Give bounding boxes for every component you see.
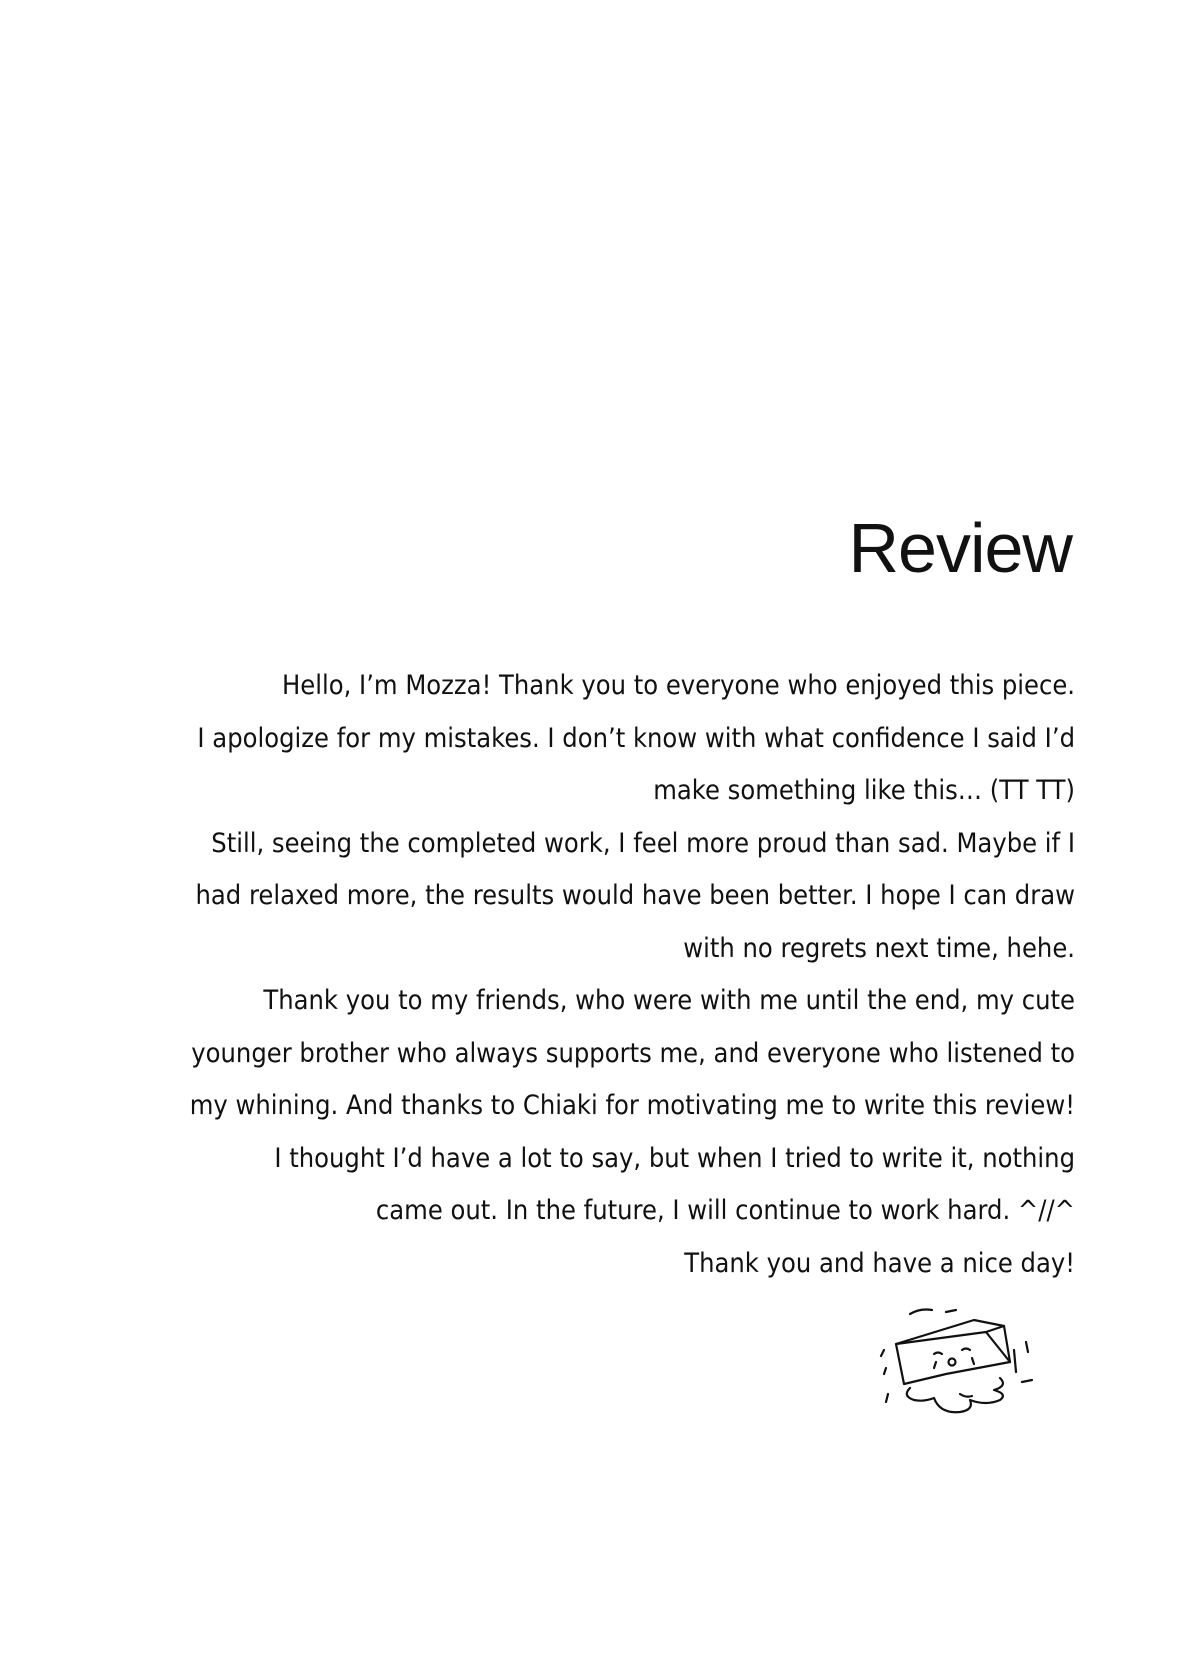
review-line: I thought I’d have a lot to say, but when I tried to write it, nothing	[274, 1142, 1075, 1174]
review-line: Hello, I’m Mozza! Thank you to everyone who enjoyed this piece.	[282, 670, 1075, 701]
review-line: my whining. And thanks to Chiaki for motivating me to write this review!	[189, 1090, 1075, 1121]
review-line: had relaxed more, the results would have been better. I hope I can draw	[195, 880, 1076, 911]
review-line: younger brother who always supports me, and everyone who listened to	[191, 1037, 1076, 1069]
review-line: Still, seeing the completed work, I feel more proud than sad. Maybe if I	[211, 827, 1075, 859]
review-line: Thank you to my friends, who were with me until the end, my cute	[263, 985, 1075, 1016]
review-line: make something like this… (TT TT)	[653, 775, 1075, 806]
review-line: I apologize for my mistakes. I don’t know with what confidence I said I’d	[197, 722, 1075, 754]
review-line: Thank you and have a nice day!	[684, 1247, 1075, 1279]
review-body	[175, 660, 1075, 1290]
review-line: with no regrets next time, hehe.	[683, 932, 1075, 964]
review-title: Review	[848, 509, 1072, 587]
review-line: came out. In the future, I will continue to work hard. ^//^	[375, 1195, 1075, 1226]
melting-cheese-doodle-icon	[876, 1302, 1056, 1422]
